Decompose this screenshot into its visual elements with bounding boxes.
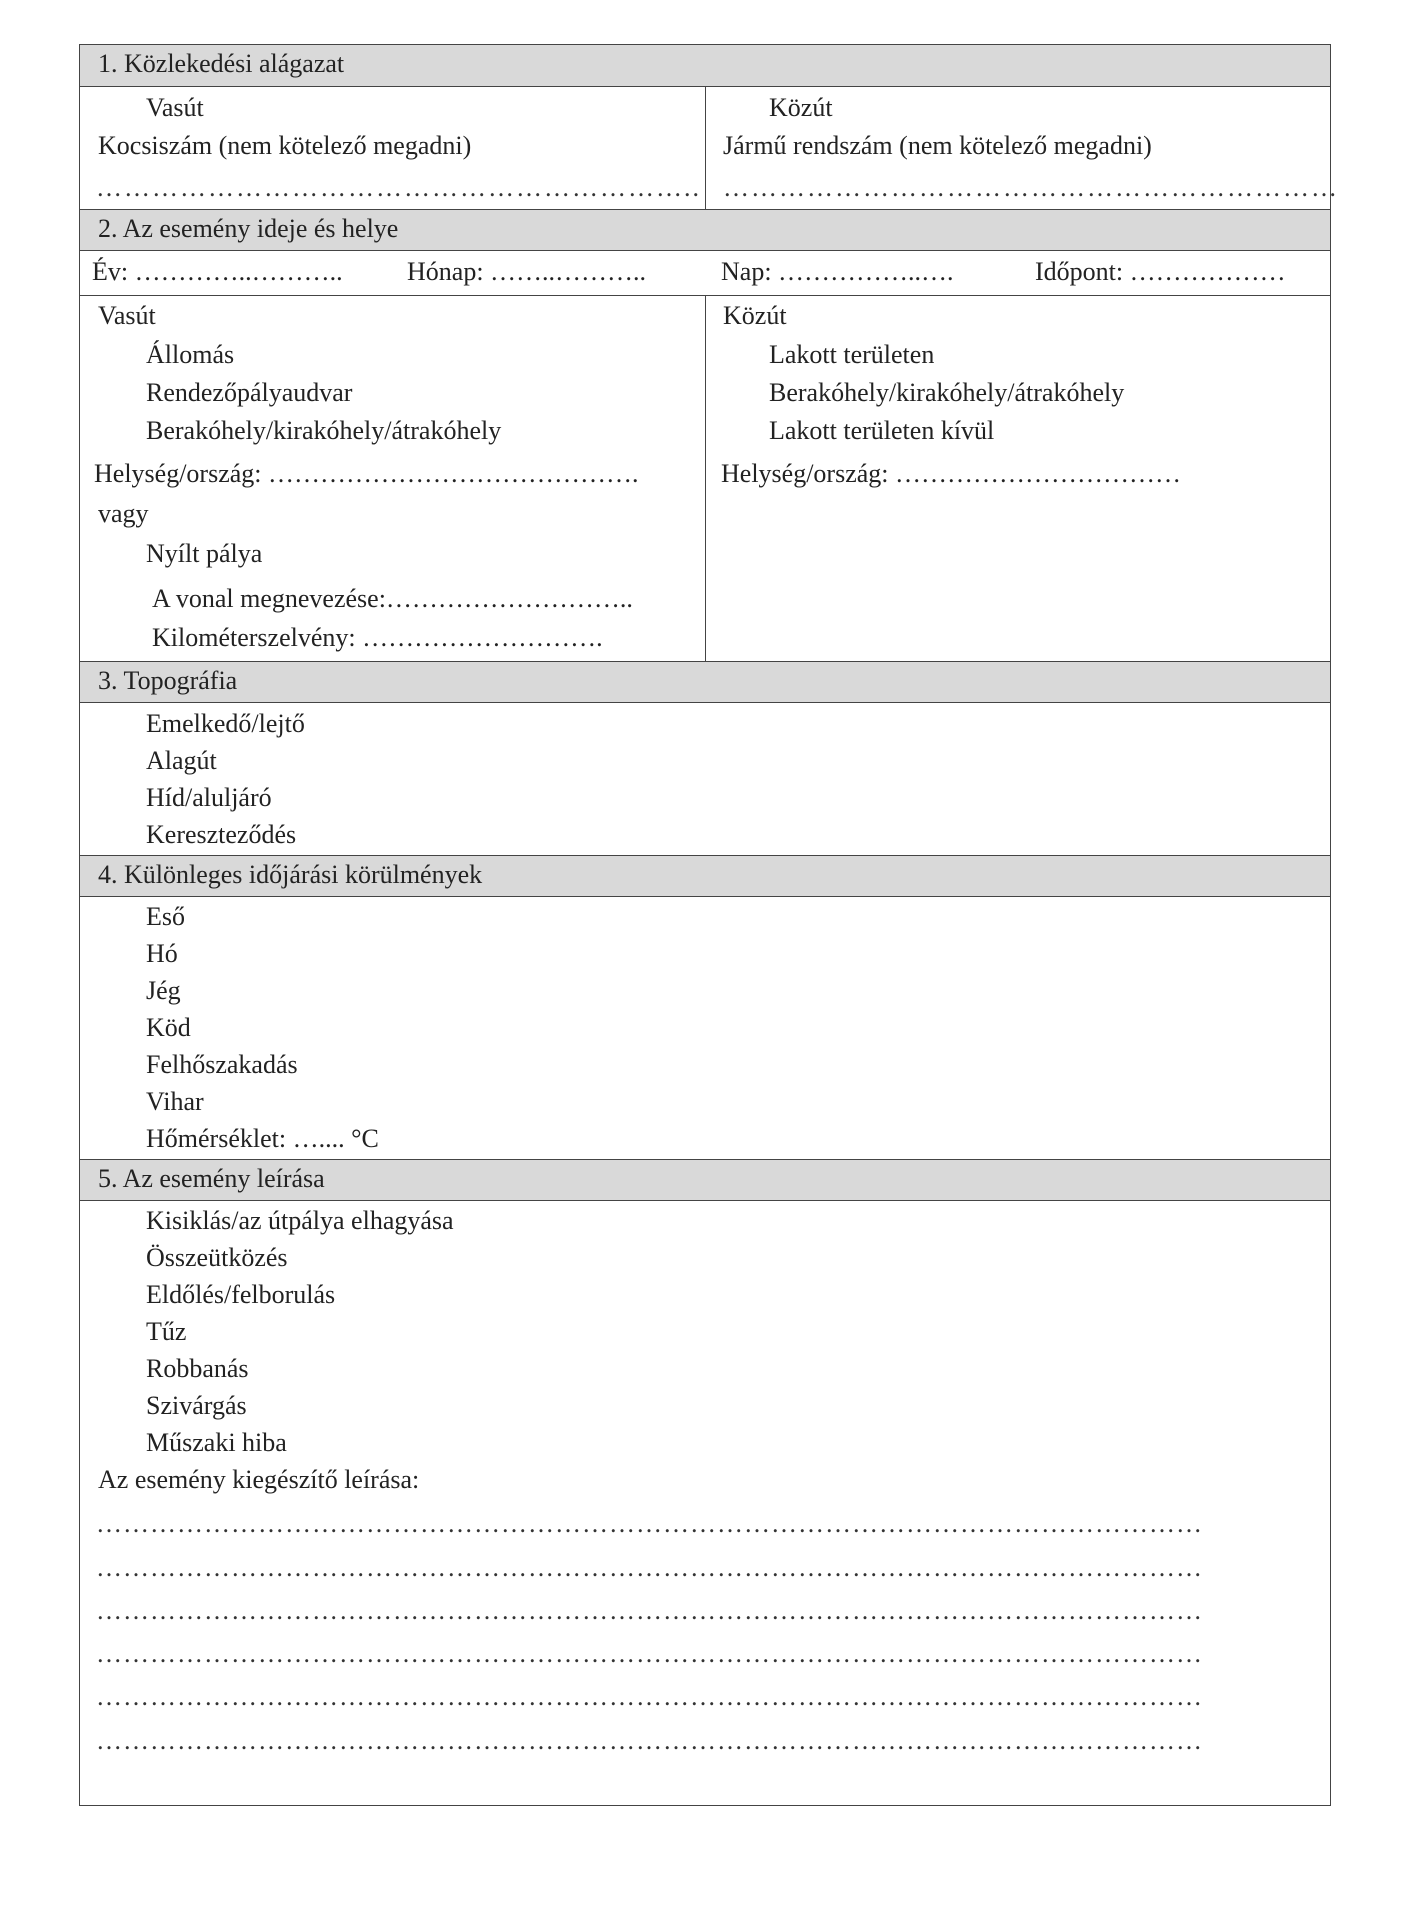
s2-rail-option[interactable]: Rendezőpályaudvar	[146, 378, 353, 407]
s5-extra-line[interactable]: ……………………………………………………………………………………………………………	[96, 1639, 1203, 1668]
s1-rail-field-dots[interactable]: ………………………………………………………..	[96, 173, 701, 202]
s3-option[interactable]: Híd/aluljáró	[146, 783, 272, 812]
s5-extra-line[interactable]: ……………………………………………………………………………………………………………	[96, 1509, 1203, 1538]
s5-extra-line[interactable]: ……………………………………………………………………………………………………………	[96, 1726, 1203, 1755]
s5-option[interactable]: Eldőlés/felborulás	[146, 1280, 336, 1309]
s5-option[interactable]: Kisiklás/az útpálya elhagyása	[146, 1206, 454, 1235]
s4-temperature-field[interactable]: Hőmérséklet: ….... °C	[146, 1124, 379, 1153]
s2-road-option[interactable]: Berakóhely/kirakóhely/átrakóhely	[769, 378, 1125, 407]
s2-km-field[interactable]: Kilométerszelvény: ……………………….	[152, 623, 603, 652]
s2-year-field[interactable]: Év: …………..………..	[92, 257, 343, 286]
s4-option[interactable]: Hó	[146, 939, 178, 968]
s2-road-place-field[interactable]: Helység/ország: ……………………………	[721, 459, 1182, 488]
incident-form	[79, 44, 1339, 1806]
s1-road-field-label: Jármű rendszám (nem kötelező megadni)	[723, 131, 1152, 160]
s2-rail-title: Vasút	[98, 301, 156, 330]
s1-road-title: Közút	[769, 93, 833, 122]
s2-road-option[interactable]: Lakott területen	[769, 340, 935, 369]
s2-rail-option[interactable]: Állomás	[146, 340, 235, 369]
s5-extra-line[interactable]: ……………………………………………………………………………………………………………	[96, 1596, 1203, 1625]
s4-option[interactable]: Eső	[146, 902, 185, 931]
section-1-header: 1. Közlekedési alágazat	[80, 45, 1330, 87]
s5-option[interactable]: Tűz	[146, 1317, 187, 1346]
s1-road-field-dots[interactable]: …………………………………………………………	[723, 173, 1339, 202]
s2-rail-option[interactable]: Berakóhely/kirakóhely/átrakóhely	[146, 416, 502, 445]
s2-time-field[interactable]: Időpont: ………………	[1035, 257, 1286, 286]
section-2-header: 2. Az esemény ideje és helye	[80, 209, 1330, 251]
s3-option[interactable]: Emelkedő/lejtő	[146, 709, 305, 738]
s5-option[interactable]: Műszaki hiba	[146, 1428, 287, 1457]
s4-option[interactable]: Felhőszakadás	[146, 1050, 298, 1079]
s5-option[interactable]: Robbanás	[146, 1354, 249, 1383]
s1-rail-title: Vasút	[146, 93, 204, 122]
s2-open-line-option[interactable]: Nyílt pálya	[146, 539, 263, 568]
s5-option[interactable]: Szivárgás	[146, 1391, 247, 1420]
s1-rail-field-label: Kocsiszám (nem kötelező megadni)	[98, 131, 472, 160]
s2-month-field[interactable]: Hónap: ……..………..	[407, 257, 647, 286]
section-2-divider	[705, 295, 706, 661]
s5-extra-label: Az esemény kiegészítő leírása:	[98, 1465, 420, 1494]
s4-option[interactable]: Jég	[146, 976, 181, 1005]
s2-rail-place-field[interactable]: Helység/ország: …………………………………….	[94, 459, 639, 488]
s2-day-field[interactable]: Nap: ……………..….	[721, 257, 954, 286]
section-3-header: 3. Topográfia	[80, 661, 1330, 703]
s5-option[interactable]: Összeütközés	[146, 1243, 288, 1272]
s2-road-title: Közút	[723, 301, 787, 330]
s4-option[interactable]: Köd	[146, 1013, 191, 1042]
section-1-divider	[705, 87, 706, 209]
section-4-header: 4. Különleges időjárási körülmények	[80, 855, 1330, 897]
s5-extra-line[interactable]: ……………………………………………………………………………………………………………	[96, 1553, 1203, 1582]
s5-extra-line[interactable]: ……………………………………………………………………………………………………………	[96, 1682, 1203, 1711]
s2-or-label: vagy	[98, 499, 149, 528]
section-5-header: 5. Az esemény leírása	[80, 1159, 1330, 1201]
s2-line-name-field[interactable]: A vonal megnevezése:………………………..	[152, 584, 633, 613]
s3-option[interactable]: Kereszteződés	[146, 820, 297, 849]
s2-road-option[interactable]: Lakott területen kívül	[769, 416, 995, 445]
s3-option[interactable]: Alagút	[146, 746, 217, 775]
s4-option[interactable]: Vihar	[146, 1087, 204, 1116]
